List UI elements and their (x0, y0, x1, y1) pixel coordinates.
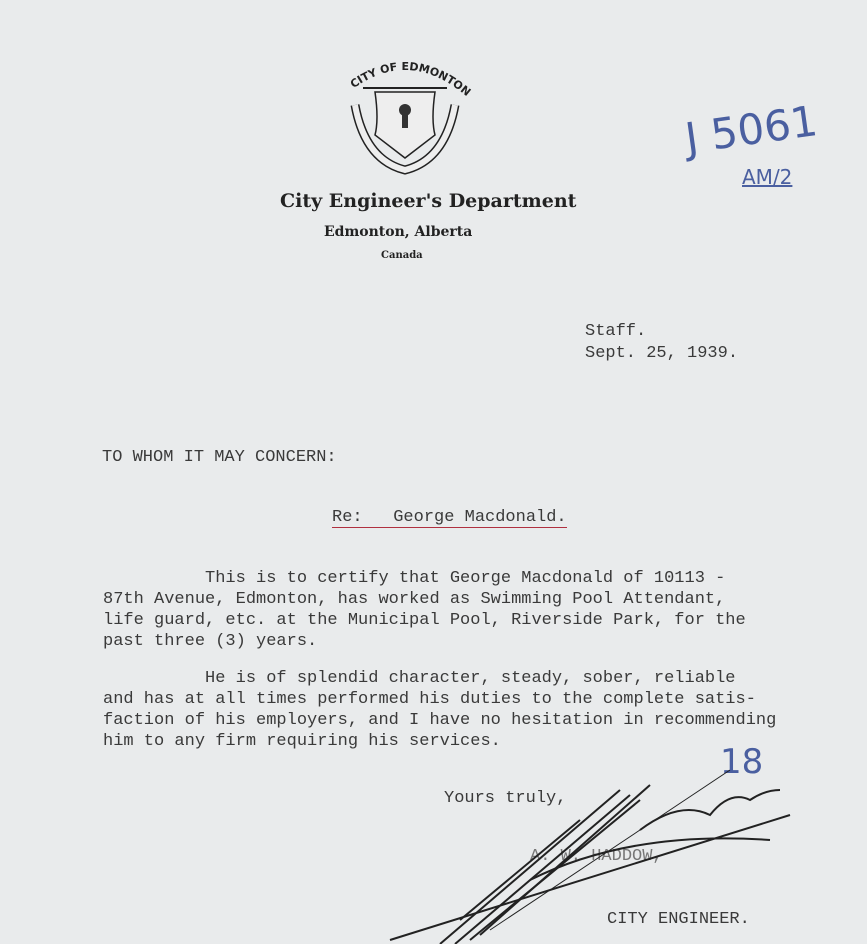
subject-line: Re: George Macdonald. (332, 508, 567, 527)
staff-reference: Staff. (585, 322, 647, 341)
file-number-annotation: J 5061 (682, 96, 821, 163)
letter-date: Sept. 25, 1939. (585, 344, 739, 363)
body-paragraph: This is to certify that George Macdonald of 10113 - 87th Avenue, Edmonton, has worked as Swimming Pool Attendant, life guard, etc. at the Municipal Pool, Riverside Park, for the past three (3) years. (103, 569, 746, 651)
closing: Yours truly, (444, 789, 567, 808)
file-sub-annotation: AM/2 (742, 165, 793, 189)
department-country: Canada (381, 250, 423, 261)
svg-text:CITY OF EDMONTON: CITY OF EDMONTON (347, 59, 474, 99)
signatory-title: CITY ENGINEER. (607, 910, 750, 929)
signature-icon (380, 760, 800, 944)
signatory-name: A. W. HADDOW, (530, 847, 663, 866)
department-name: City Engineer's Department (280, 190, 577, 212)
department-city: Edmonton, Alberta (324, 224, 473, 240)
salutation: TO WHOM IT MAY CONCERN: (102, 448, 337, 467)
page-note-annotation: 18 (720, 742, 764, 782)
body-paragraph: He is of splendid character, steady, sober, reliable and has at all times performed his duties to the complete satis- faction of his employers, and I have no hesitation in recommending him to any firm requiring his services. (103, 669, 777, 751)
city-seal-icon (335, 50, 475, 180)
